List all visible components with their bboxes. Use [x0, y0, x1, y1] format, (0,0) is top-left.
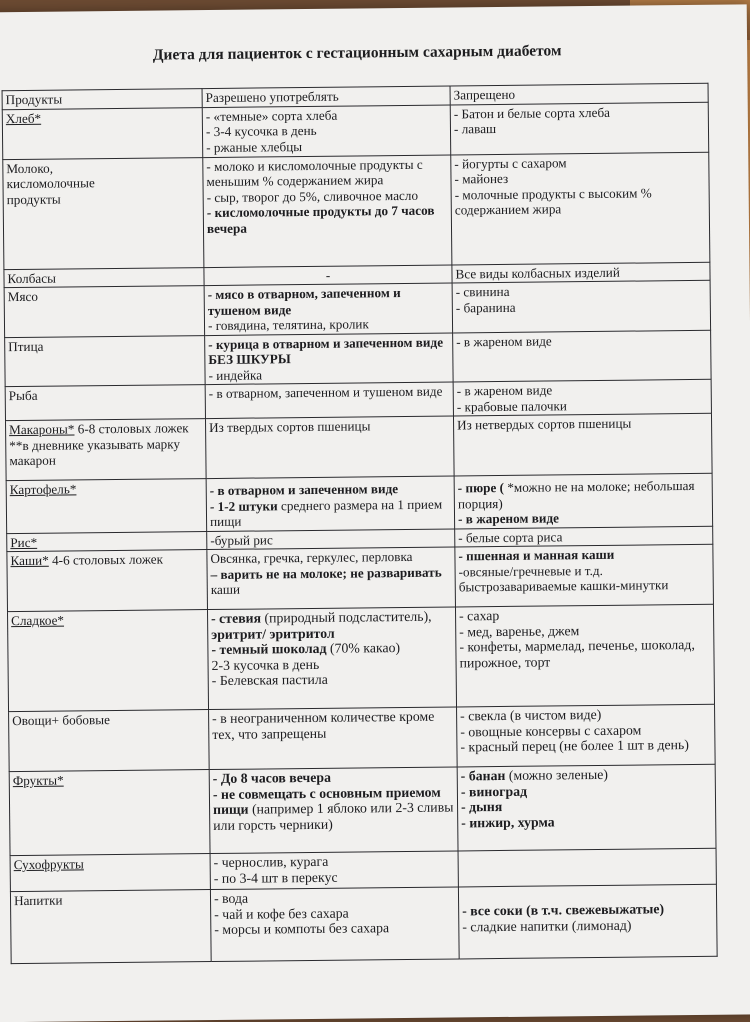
- forbidden-item: -овсяные/гречневые и т.д. быстрозавариваемые кашки-минутки: [458, 562, 669, 595]
- allowed-item-bold: - 1-2 штуки: [209, 497, 278, 514]
- allowed-cell: [209, 707, 458, 770]
- allowed-item: (природный подсластитель),: [260, 608, 432, 626]
- forbidden-item: - мед, варенье, джем: [459, 622, 580, 639]
- allowed-item: - До 8 часов вечера: [212, 769, 332, 787]
- allowed-item: - Белевская пастила: [211, 671, 328, 689]
- allowed-item: - в отварном и запеченном виде: [209, 481, 399, 499]
- product-portion: 4-6 столовых ложек: [48, 551, 164, 568]
- forbidden-item: - белые сорта риса: [458, 528, 563, 545]
- table-row: [5, 330, 711, 387]
- product-cell: [5, 385, 205, 421]
- forbidden-item: - овощные консервы с сахаром: [460, 722, 642, 739]
- forbidden-item: - крабовые палочки: [456, 397, 567, 414]
- allowed-item-bold: – варить не на молоке; не разваривать: [210, 564, 442, 582]
- product-cell: [10, 890, 211, 964]
- forbidden-item: - все соки (в т.ч. свежевыжатые): [462, 901, 665, 919]
- allowed-item-bold: - стевия: [211, 610, 262, 627]
- table-row: [4, 280, 710, 337]
- product-cell: [2, 107, 203, 159]
- forbidden-item: - виноград: [460, 783, 528, 799]
- product-name: Каши*: [10, 552, 49, 569]
- product-name: Птица: [8, 338, 44, 354]
- forbidden-item: - в жареном виде: [457, 510, 560, 527]
- forbidden-cell: [451, 152, 710, 265]
- allowed-item: - чай и кофе без сахара: [214, 905, 349, 922]
- allowed-cell: [207, 547, 456, 610]
- product-cell: [5, 335, 206, 387]
- forbidden-item: - сладкие напитки (лимонад): [462, 917, 632, 934]
- forbidden-cell: [453, 413, 712, 476]
- allowed-cell: [202, 104, 451, 157]
- allowed-item: - молоко и кисломолочные продукты с меньшим % содержанием жира: [206, 156, 423, 190]
- table-row: [6, 473, 713, 533]
- forbidden-item: - баранина: [455, 299, 516, 315]
- table-row: [6, 413, 713, 480]
- table-row: [9, 764, 716, 855]
- product-name: Макароны*: [9, 421, 75, 438]
- table-row: [8, 604, 715, 711]
- product-name: Молоко, кисломолочные продукты: [6, 160, 95, 207]
- forbidden-cell: [452, 280, 711, 332]
- forbidden-cell: [450, 102, 709, 155]
- forbidden-item: - пшенная и манная каши: [458, 546, 615, 564]
- allowed-cell: [206, 476, 455, 531]
- forbidden-cell: [453, 330, 712, 382]
- forbidden-item: - майонез: [454, 170, 509, 187]
- forbidden-cell: [455, 604, 714, 707]
- forbidden-cell: [458, 848, 716, 887]
- forbidden-item-bold: - пюре (: [457, 479, 505, 496]
- product-cell: [10, 854, 210, 892]
- allowed-item-bold: эритрит/ эритритол: [211, 625, 335, 642]
- product-name: Рыба: [8, 387, 38, 404]
- allowed-cell: [205, 332, 454, 384]
- product-name: Мясо: [7, 288, 39, 305]
- allowed-item: - 3-4 кусочка в день: [205, 122, 317, 140]
- document-title: Диета для пациенток с гестационным сахарным диабетом: [152, 42, 562, 64]
- product-cell: [7, 550, 208, 612]
- forbidden-cell: [453, 379, 711, 416]
- forbidden-item-bold: - банан: [460, 767, 506, 784]
- allowed-item: - индейка: [208, 366, 263, 383]
- allowed-item: -бурый рис: [210, 531, 273, 548]
- allowed-item: среднего размера на 1 прием пищи: [209, 496, 443, 530]
- allowed-item-bold: - темный шоколад: [211, 640, 327, 658]
- allowed-cell: [205, 382, 453, 419]
- forbidden-cell: [458, 884, 717, 959]
- allowed-item: Из твердых сортов пшеницы: [209, 418, 371, 436]
- allowed-item-bold: - не совмещать с основным приемом пищи: [212, 784, 441, 818]
- forbidden-item: - лаваш: [453, 121, 497, 137]
- allowed-cell: [209, 767, 458, 854]
- product-cell: [3, 157, 204, 269]
- forbidden-item: Из нетвердых сортов пшеницы: [456, 415, 632, 433]
- product-cell: [9, 770, 210, 856]
- product-cell: [4, 286, 205, 338]
- allowed-item: - в отварном, запеченном и тушеном виде: [208, 383, 443, 402]
- table-row: [7, 544, 714, 611]
- allowed-item: - вода: [213, 890, 249, 907]
- allowed-item: - ржаные хлебцы: [206, 138, 303, 155]
- product-cell: [4, 267, 204, 288]
- product-cell: [7, 531, 207, 552]
- allowed-item: каши: [210, 581, 241, 598]
- forbidden-item: - в жареном виде: [456, 332, 552, 349]
- product-name: Овощи+ бобовые: [12, 712, 110, 729]
- forbidden-item: - йогурты с сахаром: [454, 154, 567, 171]
- forbidden-item: - дыня: [460, 798, 503, 815]
- product-cell: [6, 419, 207, 481]
- allowed-item: - кисломолочные продукты до 7 часов вечера: [206, 202, 435, 236]
- allowed-item: - курица в отварном и запеченном виде БЕЗ ШКУРЫ: [208, 334, 444, 368]
- allowed-item: (70% какао): [326, 640, 401, 656]
- product-note: **в дневнике указывать марку макарон: [9, 435, 181, 469]
- product-cell: [8, 610, 209, 712]
- allowed-cell: [207, 607, 456, 710]
- forbidden-item: Все виды колбасных изделий: [455, 264, 620, 281]
- product-name: Хлеб*: [5, 110, 42, 126]
- allowed-item: - мясо в отварном, запеченном и тушеном виде: [207, 285, 401, 318]
- forbidden-cell: [455, 544, 714, 607]
- allowed-item: - морсы и компоты без сахара: [214, 920, 390, 938]
- allowed-item: -: [325, 267, 331, 283]
- forbidden-item: (можно зеленые): [505, 766, 609, 783]
- allowed-cell: [204, 283, 453, 335]
- product-name: Напитки: [13, 892, 63, 909]
- allowed-item: - «темные» сорта хлеба: [205, 107, 338, 124]
- allowed-cell: [203, 154, 452, 267]
- product-portion: 6-8 столовых ложек: [74, 420, 189, 437]
- forbidden-cell: [457, 704, 716, 767]
- allowed-cell: [210, 887, 459, 962]
- allowed-item: (например 1 яблоко или 2-3 сливы или горсть черники): [213, 799, 454, 833]
- allowed-item: - сыр, творог до 5%, сливочное масло: [206, 187, 419, 205]
- forbidden-item: - молочные продукты с высоким % содержанием жира: [454, 184, 652, 218]
- forbidden-cell: [457, 764, 716, 851]
- allowed-item: - по 3-4 шт в перекус: [213, 869, 338, 886]
- header-allowed: Разрешено употреблять: [202, 86, 450, 107]
- product-name: Фрукты*: [12, 772, 64, 789]
- forbidden-item: - свекла (в чистом виде): [460, 706, 602, 724]
- table-row: [9, 704, 716, 771]
- product-name: Сладкое*: [11, 612, 65, 629]
- forbidden-item: - в жареном виде: [456, 382, 553, 399]
- paper-sheet: [0, 4, 750, 1022]
- header-products: Продукты: [2, 89, 202, 110]
- forbidden-item: - конфеты, мармелад, печенье, шоколад, пирожное, торт: [459, 636, 695, 670]
- header-forbidden: Запрещено: [450, 83, 708, 104]
- table-row: [2, 102, 708, 159]
- product-name: Картофель*: [9, 481, 77, 498]
- forbidden-item: - красный перец (не более 1 шт в день): [460, 737, 689, 755]
- table-row: [10, 884, 717, 963]
- product-name: Рис*: [10, 534, 38, 550]
- allowed-cell: [205, 416, 454, 479]
- product-cell: [6, 479, 207, 534]
- product-name: Сухофрукты: [13, 856, 84, 873]
- allowed-item: 2-3 кусочка в день: [211, 656, 320, 673]
- allowed-cell: [210, 851, 458, 890]
- forbidden-item: - свинина: [455, 283, 510, 300]
- diet-table: [2, 83, 718, 964]
- forbidden-item: *можно не на молоке; небольшая порция): [457, 477, 695, 511]
- forbidden-item: - сахар: [458, 608, 500, 624]
- forbidden-item: - Батон и белые сорта хлеба: [453, 104, 611, 121]
- allowed-item: Овсянка, гречка, геркулес, перловка: [210, 548, 413, 567]
- forbidden-item: - инжир, хурма: [461, 813, 555, 830]
- allowed-item: - чернослив, курага: [213, 853, 329, 871]
- allowed-item: - говядина, телятина, кролик: [207, 316, 369, 334]
- forbidden-cell: [454, 473, 713, 528]
- allowed-item: - в неограниченном количестве кроме тех, что запрещены: [212, 708, 435, 742]
- table-row: [3, 152, 710, 269]
- product-name: Колбасы: [7, 270, 57, 286]
- product-cell: [9, 710, 210, 772]
